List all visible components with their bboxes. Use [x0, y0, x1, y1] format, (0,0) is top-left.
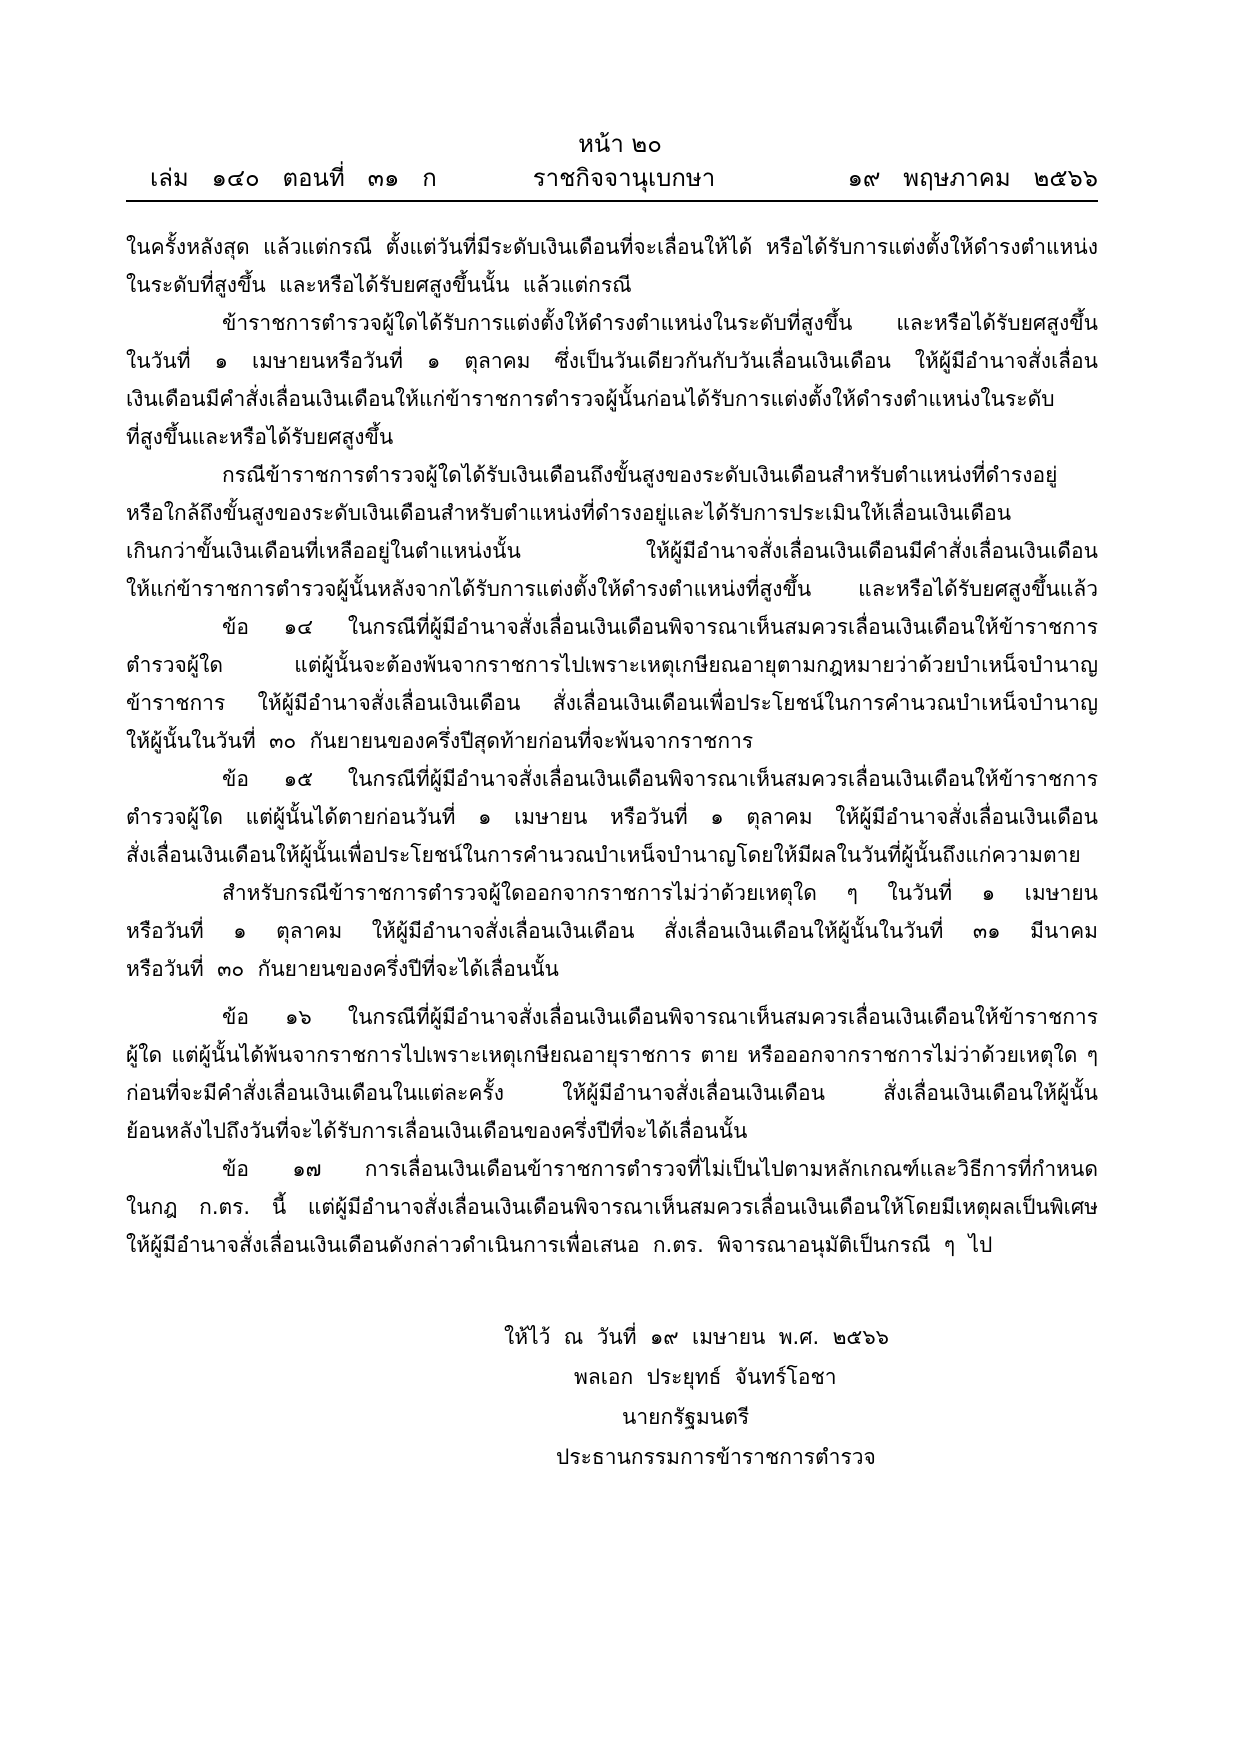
volume-issue: เล่ม ๑๔๐ ตอนที่ ๓๑ ก	[150, 164, 437, 192]
signatory-name: พลเอก ประยุทธ์ จันทร์โอชา	[574, 1365, 837, 1389]
given-date: ให้ไว้ ณ วันที่ ๑๙ เมษายน พ.ศ. ๒๕๖๖	[504, 1325, 889, 1349]
gazette-name: ราชกิจจานุเบกษา	[532, 164, 716, 192]
header-divider	[126, 200, 1098, 202]
paragraph	[126, 228, 1098, 304]
clause-16	[126, 998, 1098, 1150]
text-line: ตำรวจผู้ใด แต่ผู้นั้นจะต้องพ้นจากราชการไปเพราะเหตุเกษียณอายุตามกฎหมายว่าด้วยบำเหน็จบำนาญ	[126, 653, 1098, 677]
text-line: ข้อ ๑๖ ในกรณีที่ผู้มีอำนาจสั่งเลื่อนเงินเดือนพิจารณาเห็นสมควรเลื่อนเงินเดือนให้ข้าราชการ	[222, 1005, 1098, 1029]
signatory-title: นายกรัฐมนตรี	[622, 1405, 750, 1429]
text-line: เกินกว่าขั้นเงินเดือนที่เหลืออยู่ในตำแหน่งนั้น ให้ผู้มีอำนาจสั่งเลื่อนเงินเดือนมีคำสั่งเลื่อนเงินเดือน	[126, 539, 1098, 563]
text-line: ก่อนที่จะมีคำสั่งเลื่อนเงินเดือนในแต่ละครั้ง ให้ผู้มีอำนาจสั่งเลื่อนเงินเดือน สั่งเลื่อนเงินเดือนให้ผู้นั้น	[126, 1081, 1098, 1105]
text-line: ให้ผู้นั้นในวันที่ ๓๐ กันยายนของครึ่งปีสุดท้ายก่อนที่จะพ้นจากราชการ	[126, 729, 754, 753]
text-line: ผู้ใด แต่ผู้นั้นได้พ้นจากราชการไปเพราะเหตุเกษียณอายุราชการ ตาย หรือออกจากราชการไม่ว่าด้วยเหตุใด ๆ	[126, 1043, 1098, 1067]
text-line: ในระดับที่สูงขึ้น และหรือได้รับยศสูงขึ้นนั้น แล้วแต่กรณี	[126, 273, 632, 297]
text-line: ในครั้งหลังสุด แล้วแต่กรณี ตั้งแต่วันที่มีระดับเงินเดือนที่จะเลื่อนให้ได้ หรือได้รับการแต่งตั้งให้ดำรงตำแหน่ง	[126, 235, 1098, 259]
gazette-header	[150, 162, 1098, 196]
clause-17	[126, 1150, 1098, 1264]
text-line: ข้อ ๑๕ ในกรณีที่ผู้มีอำนาจสั่งเลื่อนเงินเดือนพิจารณาเห็นสมควรเลื่อนเงินเดือนให้ข้าราชการ	[222, 767, 1098, 791]
paragraph-gap	[126, 988, 1098, 998]
text-line: ในกฎ ก.ตร. นี้ แต่ผู้มีอำนาจสั่งเลื่อนเงินเดือนพิจารณาเห็นสมควรเลื่อนเงินเดือนให้โดยมีเหตุผลเป็นพิเศษ	[126, 1195, 1098, 1219]
text-line: กรณีข้าราชการตำรวจผู้ใดได้รับเงินเดือนถึงขั้นสูงของระดับเงินเดือนสำหรับตำแหน่งที่ดำรงอยู่	[222, 463, 1058, 487]
publication-date: ๑๙ พฤษภาคม ๒๕๖๖	[847, 164, 1098, 192]
text-line: ย้อนหลังไปถึงวันที่จะได้รับการเลื่อนเงินเดือนของครึ่งปีที่จะได้เลื่อนนั้น	[126, 1119, 748, 1143]
text-line: สั่งเลื่อนเงินเดือนให้ผู้นั้นเพื่อประโยชน์ในการคำนวณบำเหน็จบำนาญโดยให้มีผลในวันที่ผู้นั้นถึงแก่ความตาย	[126, 843, 1081, 867]
text-line: สำหรับกรณีข้าราชการตำรวจผู้ใดออกจากราชการไม่ว่าด้วยเหตุใด ๆ ในวันที่ ๑ เมษายน	[222, 881, 1098, 905]
text-line: ตำรวจผู้ใด แต่ผู้นั้นได้ตายก่อนวันที่ ๑ เมษายน หรือวันที่ ๑ ตุลาคม ให้ผู้มีอำนาจสั่งเลื่อนเงินเดือน	[126, 805, 1098, 829]
document-body	[126, 228, 1098, 1264]
text-line: ข้าราชการ ให้ผู้มีอำนาจสั่งเลื่อนเงินเดือน สั่งเลื่อนเงินเดือนเพื่อประโยชน์ในการคำนวณบำเหน็จบำนาญ	[126, 691, 1098, 715]
text-line: ข้าราชการตำรวจผู้ใดได้รับการแต่งตั้งให้ดำรงตำแหน่งในระดับที่สูงขึ้น และหรือได้รับยศสูงขึ้น	[222, 311, 1098, 335]
text-line: ให้ผู้มีอำนาจสั่งเลื่อนเงินเดือนดังกล่าวดำเนินการเพื่อเสนอ ก.ตร. พิจารณาอนุมัติเป็นกรณี ๆ ไป	[126, 1233, 993, 1257]
page-number: หน้า ๒๐	[578, 130, 662, 158]
text-line: เงินเดือนมีคำสั่งเลื่อนเงินเดือนให้แก่ข้าราชการตำรวจผู้นั้นก่อนได้รับการแต่งตั้งให้ดำรงตำแหน่งในระดับ	[126, 387, 1055, 411]
text-line: ในวันที่ ๑ เมษายนหรือวันที่ ๑ ตุลาคม ซึ่งเป็นวันเดียวกันกับวันเลื่อนเงินเดือน ให้ผู้มีอำนาจสั่งเลื่อน	[126, 349, 1098, 373]
text-line: ให้แก่ข้าราชการตำรวจผู้นั้นหลังจากได้รับการแต่งตั้งให้ดำรงตำแหน่งที่สูงขึ้น และหรือได้รับยศสูงขึ้นแล้ว	[126, 577, 1098, 601]
clause-15	[126, 760, 1098, 874]
text-line: ข้อ ๑๗ การเลื่อนเงินเดือนข้าราชการตำรวจที่ไม่เป็นไปตามหลักเกณฑ์และวิธีการที่กำหนด	[222, 1157, 1098, 1181]
text-line: หรือใกล้ถึงขั้นสูงของระดับเงินเดือนสำหรับตำแหน่งที่ดำรงอยู่และได้รับการประเมินให้เลื่อนเงินเดือน	[126, 501, 1012, 525]
text-line: หรือวันที่ ๓๐ กันยายนของครึ่งปีที่จะได้เลื่อนนั้น	[126, 957, 559, 981]
text-line: หรือวันที่ ๑ ตุลาคม ให้ผู้มีอำนาจสั่งเลื่อนเงินเดือน สั่งเลื่อนเงินเดือนให้ผู้นั้นในวันที่ ๓๑ มีนาคม	[126, 919, 1098, 943]
paragraph	[126, 456, 1098, 608]
paragraph	[126, 874, 1098, 988]
paragraph	[126, 304, 1098, 456]
text-line: ที่สูงขึ้นและหรือได้รับยศสูงขึ้น	[126, 425, 394, 449]
signatory-role: ประธานกรรมการข้าราชการตำรวจ	[556, 1445, 876, 1469]
text-line: ข้อ ๑๔ ในกรณีที่ผู้มีอำนาจสั่งเลื่อนเงินเดือนพิจารณาเห็นสมควรเลื่อนเงินเดือนให้ข้าราชการ	[222, 615, 1098, 639]
clause-14	[126, 608, 1098, 760]
